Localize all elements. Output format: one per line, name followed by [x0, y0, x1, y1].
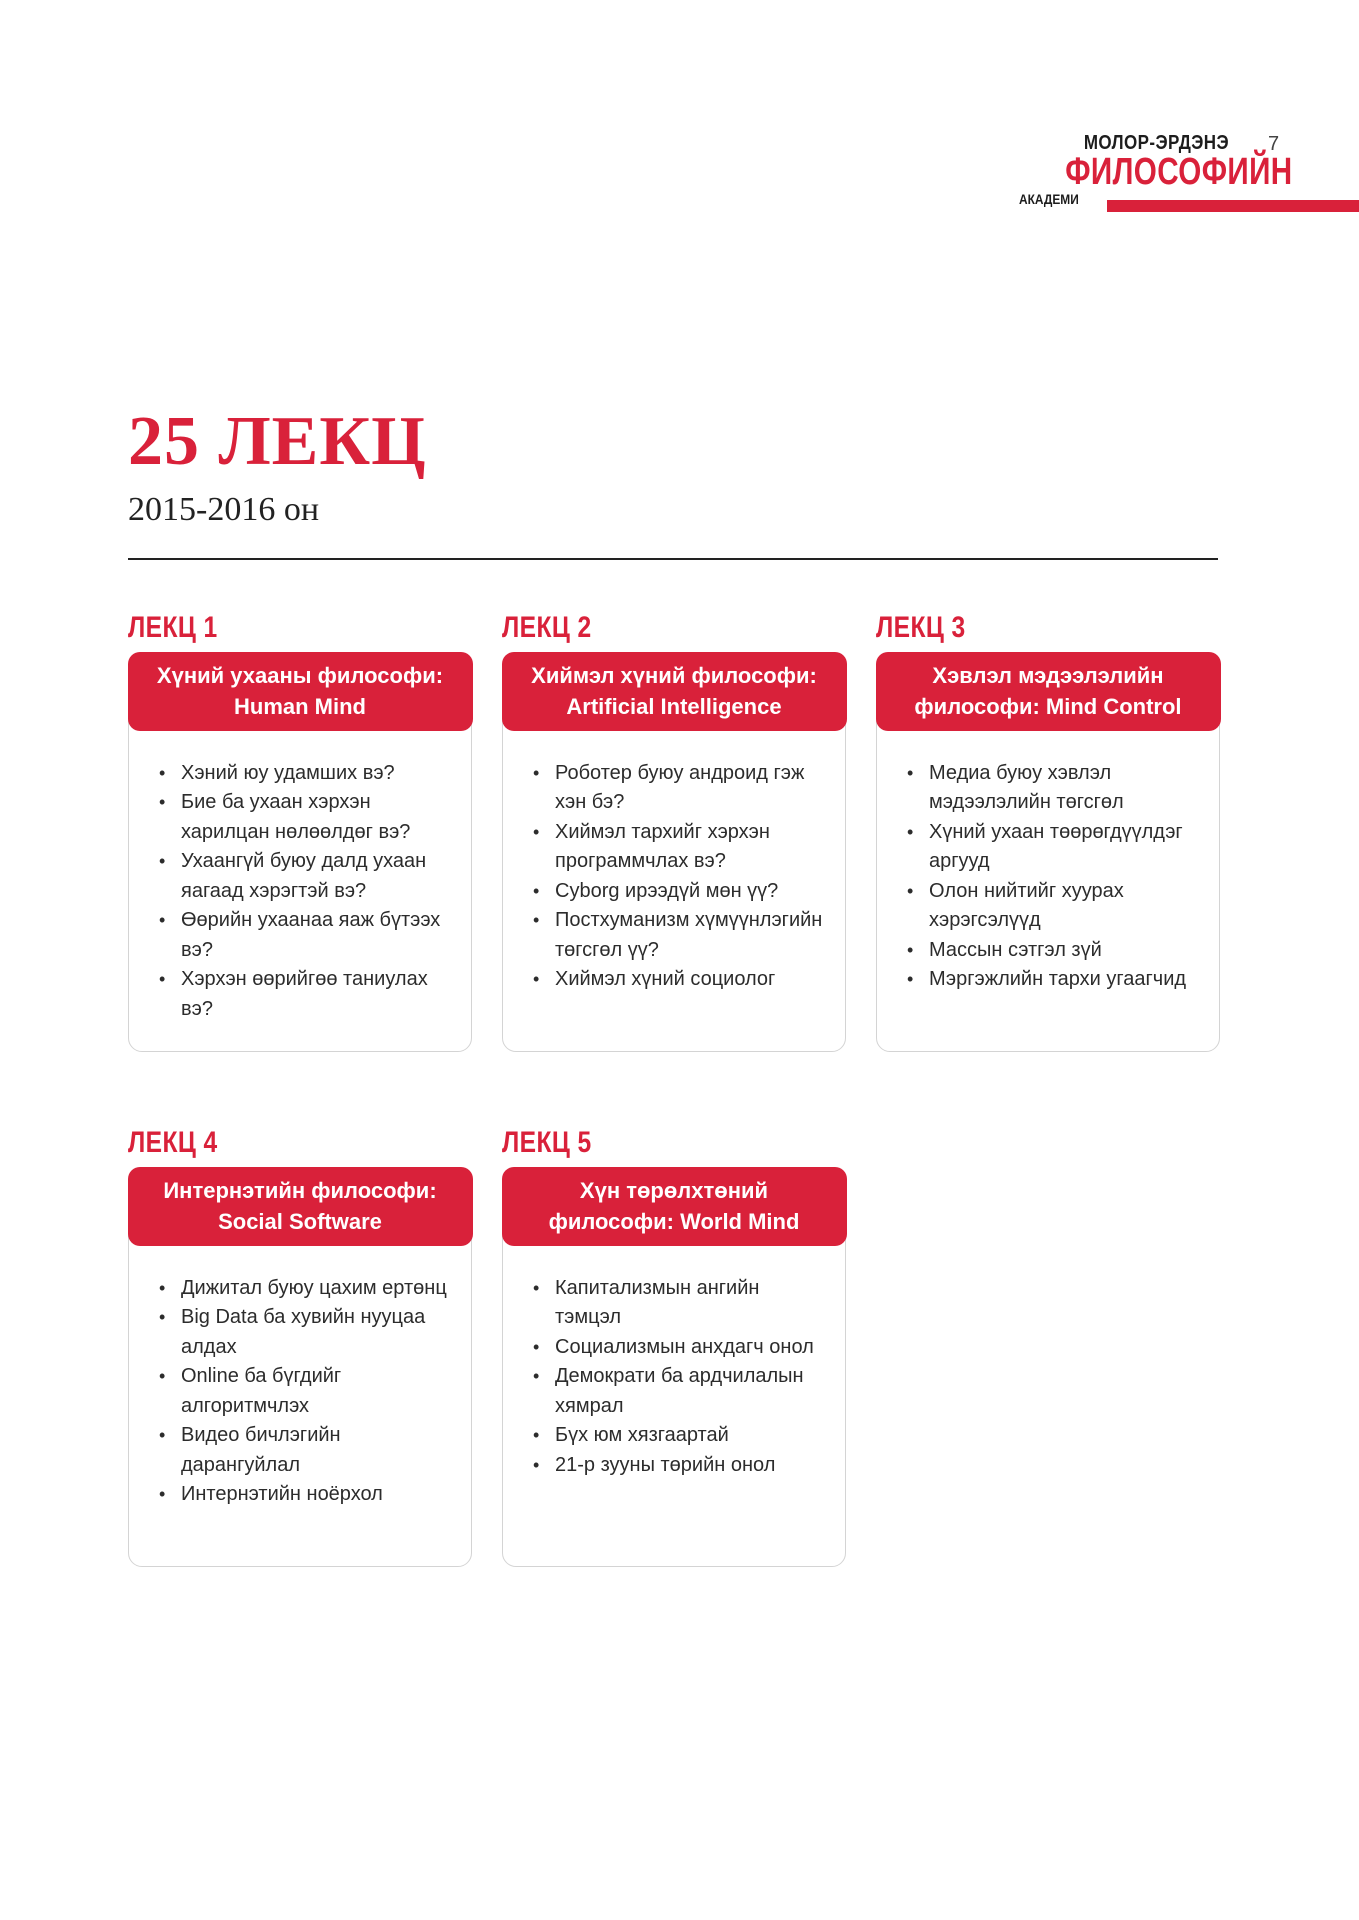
logo-line-2: ФИЛОСОФИЙН	[1065, 151, 1293, 193]
lecture-box	[502, 1167, 846, 1567]
list-item: • 21-р зууны төрийн онол	[531, 1451, 827, 1481]
lecture-label: ЛЕКЦ 1	[128, 611, 218, 644]
list-item: • Постхуманизм хүмүүнлэгийн төгсгөл үү?	[531, 906, 827, 965]
lecture-heading-line1: Интернэтийн философи:	[163, 1177, 437, 1203]
list-item: • Социализмын анхдагч онол	[531, 1333, 827, 1363]
list-item: • Демократи ба ардчилалын хямрал	[531, 1362, 827, 1421]
list-item: • Медиа буюу хэвлэл мэдээлэлийн төгсгөл	[905, 759, 1201, 818]
lecture-box	[128, 652, 472, 1052]
page-subtitle: 2015-2016 он	[128, 491, 320, 528]
lecture-heading-line2: философи: World Mind	[548, 1208, 800, 1234]
list-item: • Роботер буюу андроид гэж хэн бэ?	[531, 759, 827, 818]
list-item: • Дижитал буюу цахим ертөнц	[157, 1274, 453, 1304]
title-divider	[128, 558, 1218, 560]
list-item: • Өөрийн ухаанаа яаж бүтээх вэ?	[157, 906, 453, 965]
list-item: • Хиймэл хүний социолог	[531, 965, 827, 995]
list-item: • Online ба бүгдийг алгоритмчлэх	[157, 1362, 453, 1421]
list-item: • Интернэтийн ноёрхол	[157, 1480, 453, 1510]
list-item: • Капитализмын ангийн тэмцэл	[531, 1274, 827, 1333]
lecture-heading	[128, 1167, 473, 1246]
list-item: • Видео бичлэгийн дарангуйлал	[157, 1421, 453, 1480]
lecture-topic-list	[129, 731, 471, 1051]
lecture-heading	[502, 652, 847, 731]
lecture-topic-list	[877, 731, 1219, 1021]
lecture-heading-line2: Artificial Intelligence	[566, 693, 782, 719]
lecture-topic-list	[129, 1246, 471, 1536]
list-item: • Хиймэл тархийг хэрхэн программчлах вэ?	[531, 818, 827, 877]
list-item: • Хэний юу удамших вэ?	[157, 759, 453, 789]
header-red-bar	[1107, 200, 1359, 212]
lecture-card-2	[502, 610, 846, 1052]
lecture-heading	[128, 652, 473, 731]
lecture-heading-line1: Хүний ухааны философи:	[156, 662, 444, 688]
list-item: • Массын сэтгэл зүй	[905, 936, 1201, 966]
lecture-label: ЛЕКЦ 2	[502, 611, 592, 644]
logo-line-3: АКАДЕМИ	[1019, 191, 1079, 207]
lecture-heading-line2: Human Mind	[234, 693, 366, 719]
lecture-topic-list	[503, 1246, 845, 1507]
list-item: • Ухаангүй буюу далд ухаан яагаад хэрэгтэй вэ?	[157, 847, 453, 906]
list-item: • Хүний ухаан төөрөгдүүлдэг аргууд	[905, 818, 1201, 877]
lecture-box	[876, 652, 1220, 1052]
lecture-card-5	[502, 1125, 846, 1567]
lecture-box	[502, 652, 846, 1052]
lecture-heading-line1: Хэвлэл мэдээлэлийн	[932, 662, 1164, 688]
page-number: 7	[1268, 133, 1280, 155]
page-title: 25 ЛЕКЦ	[128, 403, 427, 480]
lecture-label: ЛЕКЦ 4	[128, 1126, 218, 1159]
list-item: • Big Data ба хувийн нууцаа алдах	[157, 1303, 453, 1362]
lecture-heading-line1: Хиймэл хүний философи:	[531, 662, 817, 688]
lecture-label: ЛЕКЦ 3	[876, 611, 966, 644]
lecture-topic-list	[503, 731, 845, 1021]
list-item: • Бие ба ухаан хэрхэн харилцан нөлөөлдөг вэ?	[157, 788, 453, 847]
list-item: • Хэрхэн өөрийгөө таниулах вэ?	[157, 965, 453, 1024]
lecture-box	[128, 1167, 472, 1567]
lecture-heading-line2: философи: Mind Control	[914, 693, 1182, 719]
list-item: • Cyborg ирээдүй мөн үү?	[531, 877, 827, 907]
lecture-card-4	[128, 1125, 472, 1567]
list-item: • Мэргэжлийн тархи угаагчид	[905, 965, 1201, 995]
academy-logo	[1019, 132, 1293, 208]
lecture-card-3	[876, 610, 1220, 1052]
list-item: • Олон нийтийг хуурах хэрэгсэлүүд	[905, 877, 1201, 936]
lecture-label: ЛЕКЦ 5	[502, 1126, 592, 1159]
lecture-heading-line2: Social Software	[218, 1208, 382, 1234]
list-item: • Бүх юм хязгаартай	[531, 1421, 827, 1451]
lecture-heading	[876, 652, 1221, 731]
lecture-heading-line1: Хүн төрөлхтөний	[579, 1177, 769, 1203]
logo-line-1: МОЛОР-ЭРДЭНЭ	[1083, 132, 1229, 154]
lecture-heading	[502, 1167, 847, 1246]
lecture-card-1	[128, 610, 472, 1052]
